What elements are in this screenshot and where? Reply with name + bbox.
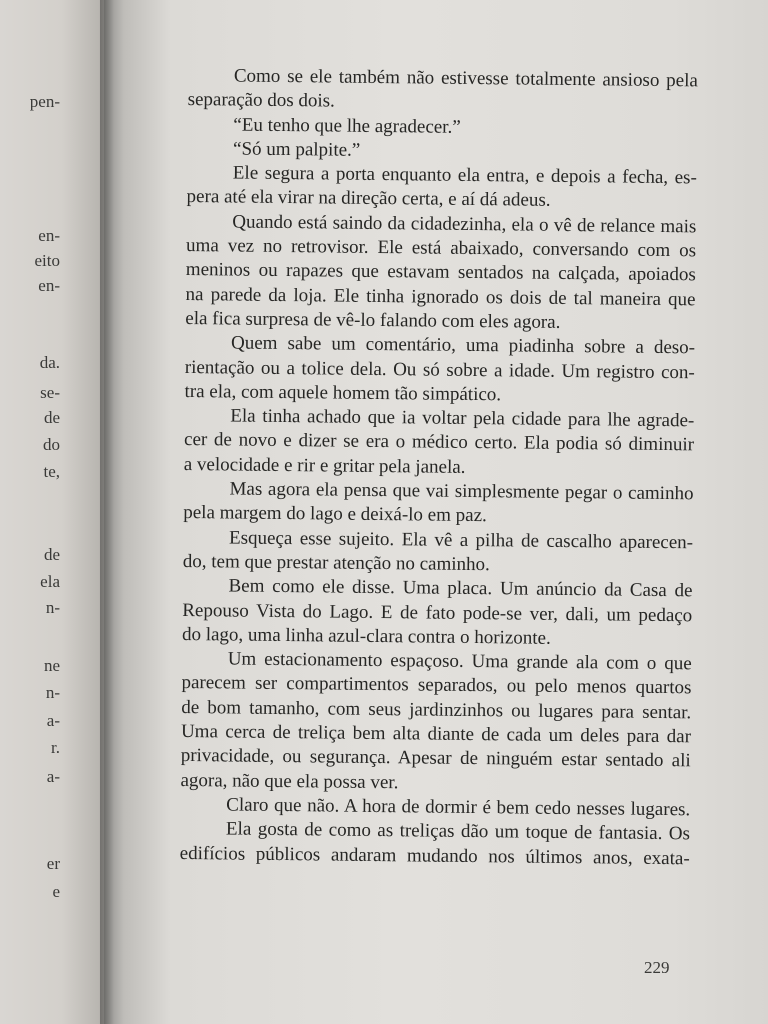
text-line: Quando está saindo da cidadezinha, ela o vê de relance mais <box>232 211 697 238</box>
left-page-fragment: en- <box>38 226 60 245</box>
text-line: Ela tinha achado que ia voltar pela cidade para lhe agrade- <box>230 405 695 432</box>
text-line: Ela gosta de como as treliças dão um toque de fantasia. Os <box>225 818 691 845</box>
text-line: rientação ou a tolice dela. Ou só sobre a idade. Um registro con- <box>184 356 695 383</box>
text-line: Bem como ele disse. Uma placa. Um anúncio da Casa de <box>228 575 693 602</box>
left-page-fragment: eito <box>34 251 60 270</box>
left-page-fragment: en- <box>38 276 60 295</box>
left-page-fragment: a- <box>46 767 60 786</box>
left-page <box>0 0 112 1024</box>
left-page-fragment: e <box>52 882 60 901</box>
page-number: 229 <box>644 958 670 977</box>
left-page-fragment: do <box>43 435 60 454</box>
left-page-fragment: n- <box>45 683 60 702</box>
body-text <box>180 64 698 871</box>
text-line: privacidade, ou segurança. Apesar de ninguém estar sentado ali <box>180 745 691 772</box>
text-line: pela margem do lago e deixá-lo em paz. <box>183 502 487 527</box>
text-line: na parede da loja. Ele tinha ignorado os dois de tal maneira que <box>185 283 696 310</box>
text-line: edifícios públicos andaram mudando nos últimos anos, exata- <box>179 842 690 869</box>
text-line: cer de novo e dizer se era o médico certo. Ela podia só diminuir <box>183 429 695 456</box>
text-line: a velocidade e rir e gritar pela janela. <box>183 453 466 478</box>
text-line: Uma cerca de treliça bem alta diante de cada um deles para dar <box>180 720 692 748</box>
left-page-fragment: te, <box>43 462 60 481</box>
text-line: Quem sabe um comentário, uma piadinha sobre a deso- <box>230 332 696 359</box>
left-page-fragment: pen- <box>29 92 60 111</box>
text-line: meninos ou rapazes que estavam sentados na calçada, apoiados <box>185 259 696 286</box>
left-page-fragment: de <box>43 545 60 564</box>
right-page <box>104 0 768 1024</box>
text-line: parecem ser compartimentos separados, ou pelo menos quartos <box>181 672 692 699</box>
left-page-fragment: er <box>46 854 60 873</box>
text-line: uma vez no retrovisor. Ele está abaixado, conversando com os <box>185 235 697 262</box>
text-line: agora, não que ela possa ver. <box>180 769 399 793</box>
text-line: do lago, uma linha azul-clara contra o horizonte. <box>181 623 551 649</box>
left-page-fragment: de <box>43 408 60 427</box>
text-line: tra ela, com aquele homem tão simpático. <box>184 380 502 406</box>
text-line: pera até ela virar na direção certa, e aí dá adeus. <box>186 186 551 212</box>
text-line: Mas agora ela pensa que vai simplesmente pegar o caminho <box>229 478 694 505</box>
text-line: Claro que não. A hora de dormir é bem cedo nesses lugares. <box>226 794 691 821</box>
text-line: ela fica surpresa de vê-lo falando com eles agora. <box>185 307 561 333</box>
left-page-fragment: a- <box>46 711 60 730</box>
left-page-fragment: da. <box>39 353 60 372</box>
left-page-fragment: n- <box>45 598 60 617</box>
text-line: do, tem que prestar atenção no caminho. <box>182 550 490 576</box>
text-line: “Só um palpite.” <box>233 138 361 161</box>
left-page-fragment: r. <box>51 738 60 757</box>
text-line: Como se ele também não estivesse totalmente ansioso pela <box>233 65 698 92</box>
text-line: “Eu tenho que lhe agradecer.” <box>233 114 461 138</box>
left-page-fragment: se- <box>40 383 60 402</box>
left-page-fragment: ela <box>40 572 60 591</box>
text-line: Repouso Vista do Lago. E de fato pode-se ver, dali, um pedaço <box>182 599 693 626</box>
left-page-fragment: ne <box>43 656 60 675</box>
text-line: de bom tamanho, com seus jardinzinhos ou lugares para sentar. <box>181 696 692 724</box>
book-gutter <box>100 0 114 1024</box>
text-line: Um estacionamento espaçoso. Uma grande ala com o que <box>227 648 692 675</box>
text-line: Ele segura a porta enquanto ela entra, e depois a fecha, es- <box>232 162 697 189</box>
text-line: Esqueça esse sujeito. Ela vê a pilha de cascalho aparecen- <box>228 527 694 553</box>
text-line: separação dos dois. <box>187 89 335 112</box>
